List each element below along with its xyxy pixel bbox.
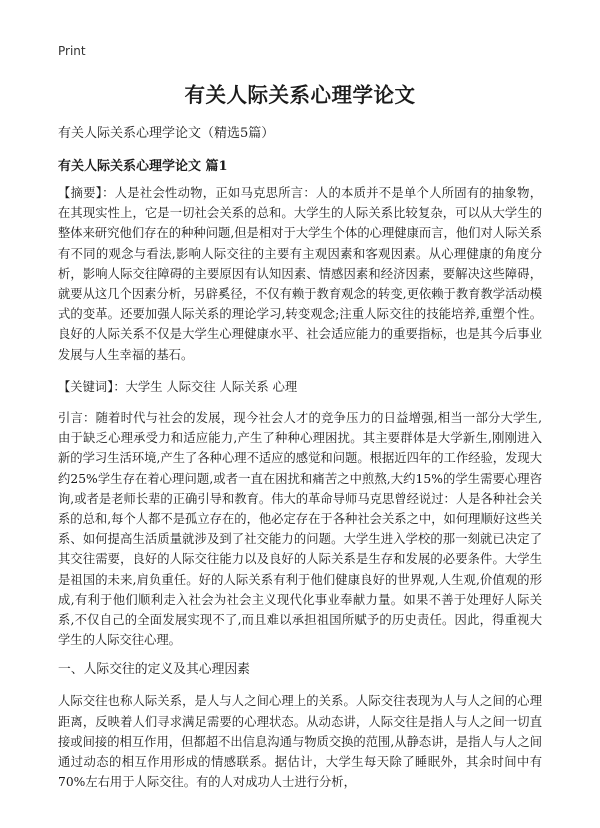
print-link[interactable]: Print (58, 44, 86, 58)
section-heading-1: 一、人际交往的定义及其心理因素 (58, 662, 250, 678)
body-paragraph-1: 人际交往也称人际关系，是人与人之间心理上的关系。人际交往表现为人与人之间的心理距离，反映着人们寻求满足需要的心理状态。从动态讲，人际交往是指人与人之间一切直接或间接的相互作用，但都超不出信息沟通与物质交换的范围,从静态讲，是指人与人之间通过动态的相互作用形成的情感联系。据估计，大学生每天除了睡眠外，其余时间中有70%左右用于人际交往。有的人对成功人士进行分析， (58, 694, 542, 790)
keywords-paragraph: 【关键词】：大学生 人际交往 人际关系 心理 (58, 379, 298, 394)
document-subtitle: 有关人际关系心理学论文（精选5篇） (58, 126, 275, 141)
abstract-paragraph: 【摘要】：人是社会性动物，正如马克思所言：人的本质并不是单个人所固有的抽象物，在其现实性上，它是一切社会关系的总和。大学生的人际关系比较复杂，可以从大学生的整体来研究他们存在的种种问题,但是相对于大学生个体的心理健康而言，他们对人际关系有不同的观念与看法,影响人际交往的主要有主观因素和客观因素。从心理健康的角度分析，影响人际交往障碍的主要原因有认知因素、情感因素和经济因素，要解决这些障碍，就要从这几个因素分析，另辟奚径，不仅有赖于教育观念的转变,更依赖于教育教学活动模式的变革。还要加强人际关系的理论学习,转变观念;注重人际交往的技能培养,重塑个性。良好的人际关系不仅是大学生心理健康水平、社会适应能力的重要指标，也是其今后事业发展与人生幸福的基石。 (58, 186, 542, 362)
section-title: 有关人际关系心理学论文 篇1 (58, 159, 228, 174)
intro-paragraph: 引言：随着时代与社会的发展，现今社会人才的竞争压力的日益增强,相当一部分大学生,由于缺乏心理承受力和适应能力,产生了种种心理困扰。其主要群体是大学新生,刚刚进入新的学习生活环境,产生了各种心理不适应的感觉和问题。根据近四年的工作经验，发现大约25%学生存在着心理问题,或者一直在困扰和痛苦之中煎熬,大约15%的学生需要心理咨询,或者是老师长辈的正确引导和教育。伟大的革命导师马克思曾经说过：人是各种社会关系的总和,每个人都不是孤立存在的，他必定存在于各种社会关系之中，如何理顺好这些关系、如何提高生活质量就涉及到了社交能力的问题。大学生进入学校的那一刻就已决定了其交往需要，良好的人际交往能力以及良好的人际关系是生存和发展的必要条件。大学生是祖国的未来,肩负重任。好的人际关系有利于他们健康良好的世界观,人生观,价值观的形成,有利于他们顺利走入社会为社会主义现代化事业奉献力量。如果不善于处理好人际关系,不仅自己的全面发展实现不了,而且难以承担祖国所赋予的历史责任。因此，得重视大学生的人际交往心理。 (58, 411, 542, 648)
document-title: 有关人际关系心理学论文 (184, 83, 416, 107)
